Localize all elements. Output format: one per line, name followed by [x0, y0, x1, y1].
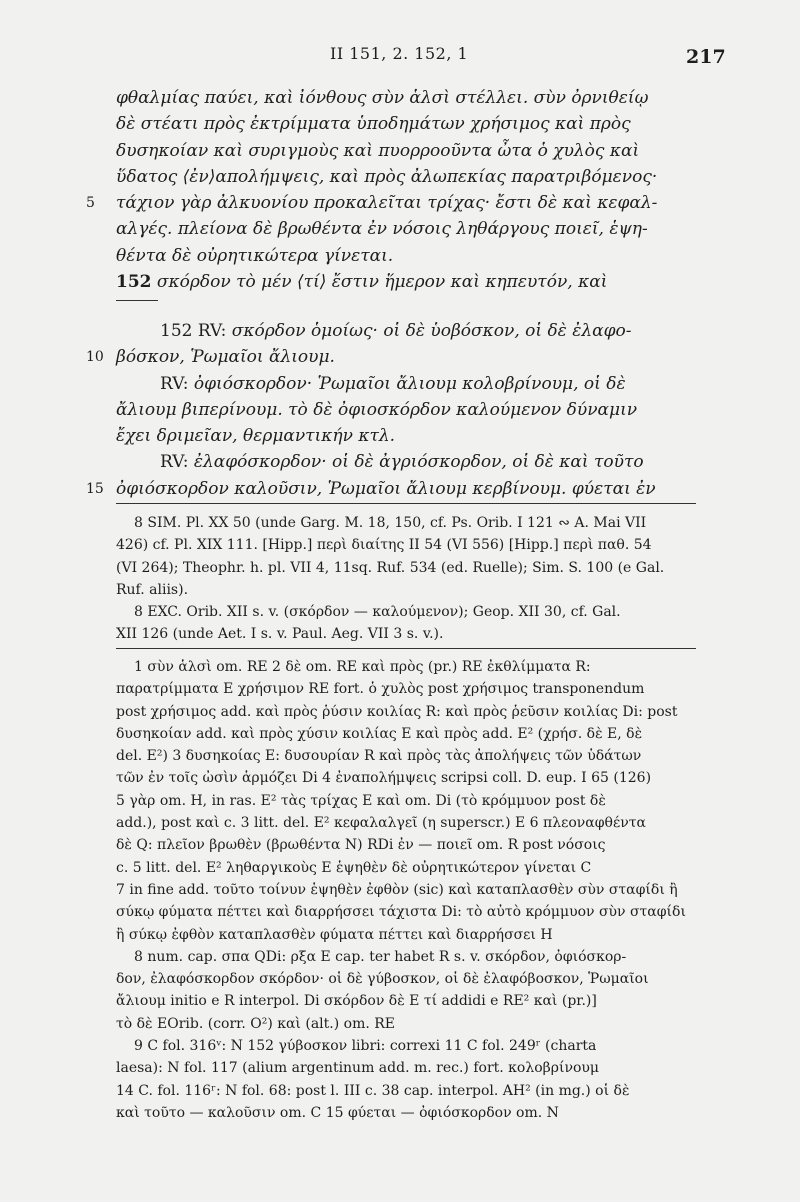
- apparatus-line: δὲ Q: πλεῖον βρωθὲν (βρωθέντα N) RDi ἐν — ποιεῖ om. R post νόσοις: [116, 837, 606, 854]
- apparatus-line: add.), post καὶ c. 3 litt. del. E² κεφαλαλγεῖ (η superscr.) E 6 πλεοναφθέντα: [116, 815, 646, 832]
- apparatus-line: 1 σὺν ἁλσὶ om. RE 2 δὲ om. RE καὶ πρὸς (pr.) RE ἐκθλίμματα R:: [134, 659, 591, 675]
- text-line: αλγές. πλείονα δὲ βρωθέντα ἐν νόσοις ληθάργους ποιεῖ, ἑψη-: [116, 219, 648, 240]
- apparatus-line: ἄλιουμ initio e R interpol. Di σκόρδον δὲ E τί addidi e RE² καὶ (pr.)]: [116, 993, 597, 1010]
- text-line: 10 βόσκον, Ῥωμαῖοι ἄλιουμ.: [116, 344, 696, 370]
- rule-2: [116, 503, 696, 504]
- text-line: ὕδατος ⟨ἐν⟩απολήμψεις, καὶ πρὸς ἀλωπεκίας παρατριβόμενος·: [116, 166, 658, 187]
- apparatus-line: καὶ τοῦτο — καλοῦσιν om. C 15 φύεται — ὀφιόσκορδον om. N: [116, 1104, 559, 1121]
- text-line: δὲ στέατι πρὸς ἐκτρίμματα ὑποδημάτων χρήσιμος καὶ πρὸς: [116, 114, 631, 135]
- main-text: [86, 85, 696, 295]
- text-line: RV: ἐλαφόσκορδον· οἱ δὲ ἀγριόσκορδον, οἱ δὲ καὶ τοῦτο: [160, 452, 644, 473]
- apparatus-line: 8 num. cap. σπα QDi: ρξα E cap. ter habet R s. v. σκόρδον, ὀφιόσκορ-: [134, 948, 627, 965]
- text-line: δυσηκοίαν καὶ συριγμοὺς καὶ πυορροοῦντα ὦτα ὁ χυλὸς καὶ: [116, 140, 640, 161]
- rule-3: [116, 648, 696, 649]
- apparatus-line: 7 in fine add. τοῦτο τοίνυν ἑψηθὲν ἐφθὸν (sic) καὶ καταπλασθὲν σὺν σταφίδι ἢ: [116, 881, 678, 898]
- text-line: φθαλμίας παύει, καὶ ἰόνθους σὺν ἁλσὶ στέλλει. σὺν ὀρνιθείῳ: [116, 88, 649, 108]
- line-number: 10: [86, 349, 104, 366]
- apparatus-line: δον, ἐλαφόσκορδον σκόρδον· οἱ δὲ γύβοσκον, οἱ δὲ ἐλαφόβοσκον, Ῥωμαῖοι: [116, 971, 649, 988]
- text-line: ἔχει δριμεῖαν, θερμαντικήν κτλ.: [116, 426, 396, 447]
- running-header: [0, 44, 800, 74]
- apparatus-line: τὸ δὲ EOrib. (corr. O²) καὶ (alt.) om. RE: [116, 1015, 396, 1032]
- apparatus-line: c. 5 litt. del. E² ληθαργικοὺς E ἑψηθὲν δὲ οὐρητικώτερον γίνεται C: [116, 859, 592, 876]
- testimonia-line: 8 SIM. Pl. XX 50 (unde Garg. M. 18, 150, cf. Ps. Orib. I 121 ∾ A. Mai VII: [134, 515, 647, 531]
- text-line: 152 RV: σκόρδον ὁμοίως· οἱ δὲ ὑοβόσκον, οἱ δὲ ἐλαφο-: [160, 321, 632, 341]
- apparatus-line: post χρήσιμος add. καὶ πρὸς ῥύσιν κοιλίας R: καὶ πρὸς ῥεῦσιν κοιλίας Di: post: [116, 703, 678, 720]
- testimonia-line: Ruf. aliis).: [116, 581, 189, 598]
- testimonia-line: (VI 264); Theophr. h. pl. VII 4, 11sq. Ruf. 534 (ed. Ruelle); Sim. S. 100 (e Gal.: [116, 559, 665, 576]
- apparatus-line: τῶν ἐν τοῖς ὠσὶν ἁρμόζει Di 4 ἐναπολήμψεις scripsi coll. D. eup. I 65 (126): [116, 770, 652, 787]
- running-title: II 151, 2. 152, 1: [330, 44, 469, 63]
- apparatus-line: ἢ σύκῳ ἐφθὸν καταπλασθὲν φύματα πέττει καὶ διαρρήσσει H: [116, 926, 553, 943]
- critical-apparatus: [116, 656, 696, 1124]
- apparatus-line: δυσηκοίαν add. καὶ πρὸς χύσιν κοιλίας E καὶ πρὸς add. E² (χρήσ. δὲ E, δὲ: [116, 725, 643, 742]
- apparatus-line: del. E²) 3 δυσηκοίας E: δυσουρίαν R καὶ πρὸς τὰς ἀπολήψεις τῶν ὑδάτων: [116, 748, 642, 765]
- text-line: θέντα δὲ οὐρητικώτερα γίνεται.: [116, 245, 394, 266]
- apparatus-line: παρατρίμματα E χρήσιμον RE fort. ὁ χυλὸς post χρήσιμος transponendum: [116, 681, 645, 698]
- apparatus-line: 14 C. fol. 116ʳ: N fol. 68: post l. III c. 38 cap. interpol. AH² (in mg.) οἱ δὲ: [116, 1082, 630, 1099]
- rule-1: [116, 300, 158, 301]
- testimonia-line: 8 EXC. Orib. XII s. v. (σκόρδον — καλούμενον); Geop. XII 30, cf. Gal.: [134, 604, 621, 621]
- testimonia-line: 426) cf. Pl. XIX 111. [Hipp.] περὶ διαίτης II 54 (VI 556) [Hipp.] περὶ παθ. 54: [116, 537, 652, 554]
- text-line: RV: ὀφιόσκορδον· Ῥωμαῖοι ἄλιουμ κολοβρίνουμ, οἱ δὲ: [160, 373, 626, 394]
- apparatus-line: laesa): N fol. 117 (alium argentinum add. m. rec.) fort. κολοβρίνουμ: [116, 1060, 599, 1077]
- text-line: ἄλιουμ βιπερίνουμ. τὸ δὲ ὀφιοσκόρδον καλούμενον δύναμιν: [116, 399, 638, 420]
- inserted-text: [86, 318, 696, 502]
- section-heading: 152 σκόρδον τὸ μέν ⟨τί⟩ ἔστιν ἥμερον καὶ κηπευτόν, καὶ: [116, 272, 608, 293]
- apparatus-line: 5 γὰρ om. H, in ras. E² τὰς τρίχας E καὶ om. Di (τὸ κρόμμυον post δὲ: [116, 792, 606, 809]
- line-number: 15: [86, 480, 104, 497]
- text-line: 5 τάχιον γὰρ ἀλκυονίου προκαλεῖται τρίχας· ἔστι δὲ καὶ κεφαλ-: [116, 190, 696, 216]
- page-number: 217: [686, 46, 726, 68]
- text-line: 15 ὀφιόσκορδον καλοῦσιν, Ῥωμαῖοι ἄλιουμ κερβίνουμ. φύεται ἐν: [116, 476, 696, 502]
- apparatus-line: σύκῳ φύματα πέττει καὶ διαρρήσσει τάχιστα Di: τὸ αὐτὸ κρόμμυον σὺν σταφίδι: [116, 904, 686, 921]
- testimonia-line: XII 126 (unde Aet. I s. v. Paul. Aeg. VII 3 s. v.).: [116, 626, 444, 643]
- apparatus-line: 9 C fol. 316ᵛ: N 152 γύβοσκον libri: correxi 11 C fol. 249ʳ (charta: [134, 1038, 597, 1055]
- testimonia: [116, 512, 696, 646]
- line-number: 5: [86, 195, 95, 212]
- section-number: 152: [116, 272, 152, 293]
